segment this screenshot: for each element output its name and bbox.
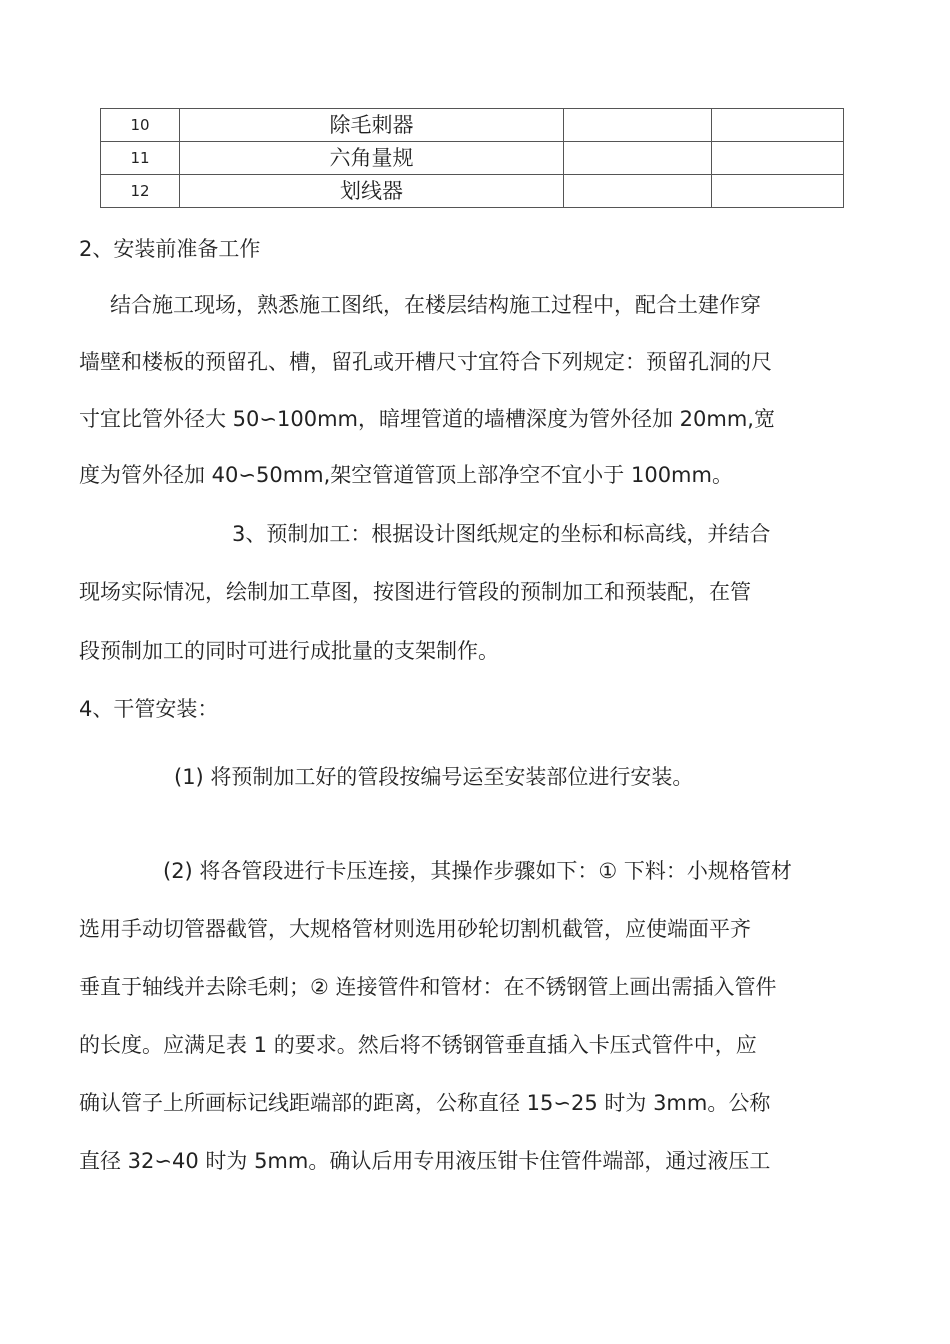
tools-table [100,108,844,208]
paragraph-line: 直径 32∽40 时为 5mm。确认后用专用液压钳卡住管件端部，通过液压工 [79,1149,771,1173]
tool-name: 六角量规 [180,142,564,175]
paragraph-line: 选用手动切管器截管，大规格管材则选用砂轮切割机截管，应使端面平齐 [79,917,751,941]
table-row [101,142,844,175]
section-heading: 4、干管安装： [79,697,219,721]
paragraph-line: 寸宜比管外径大 50∽100mm，暗埋管道的墙槽深度为管外径加 20mm,宽 [79,407,775,431]
paragraph-line: 段预制加工的同时可进行成批量的支架制作。 [79,639,499,663]
table-row [101,175,844,208]
table-cell [564,175,712,208]
tool-name: 划线器 [180,175,564,208]
table-cell [564,109,712,142]
paragraph-line: 度为管外径加 40∽50mm,架空管道管顶上部净空不宜小于 100mm。 [79,463,733,487]
paragraph-line: (1) 将预制加工好的管段按编号运至安装部位进行安装。 [174,765,694,789]
paragraph-line: 现场实际情况，绘制加工草图，按图进行管段的预制加工和预装配，在管 [79,580,751,604]
paragraph-line: (2) 将各管段进行卡压连接，其操作步骤如下：① 下料：小规格管材 [163,859,792,883]
row-number: 12 [101,175,180,208]
paragraph-line: 墙壁和楼板的预留孔、槽，留孔或开槽尺寸宜符合下列规定：预留孔洞的尺 [79,350,772,374]
tool-name: 除毛刺器 [180,109,564,142]
paragraph-line: 3、预制加工：根据设计图纸规定的坐标和标高线，并结合 [232,522,771,546]
table-cell [712,175,844,208]
row-number: 11 [101,142,180,175]
paragraph-line: 垂直于轴线并去除毛刺；② 连接管件和管材：在不锈钢管上画出需插入管件 [79,975,777,999]
row-number: 10 [101,109,180,142]
table-cell [564,142,712,175]
table-cell [712,142,844,175]
table-cell [712,109,844,142]
section-heading: 2、安装前准备工作 [79,237,261,261]
paragraph-line: 结合施工现场，熟悉施工图纸，在楼层结构施工过程中，配合土建作穿 [110,293,761,317]
paragraph-line: 的长度。应满足表 1 的要求。然后将不锈钢管垂直插入卡压式管件中，应 [79,1033,757,1057]
paragraph-line: 确认管子上所画标记线距端部的距离，公称直径 15∽25 时为 3mm。公称 [79,1091,771,1115]
table-row [101,109,844,142]
